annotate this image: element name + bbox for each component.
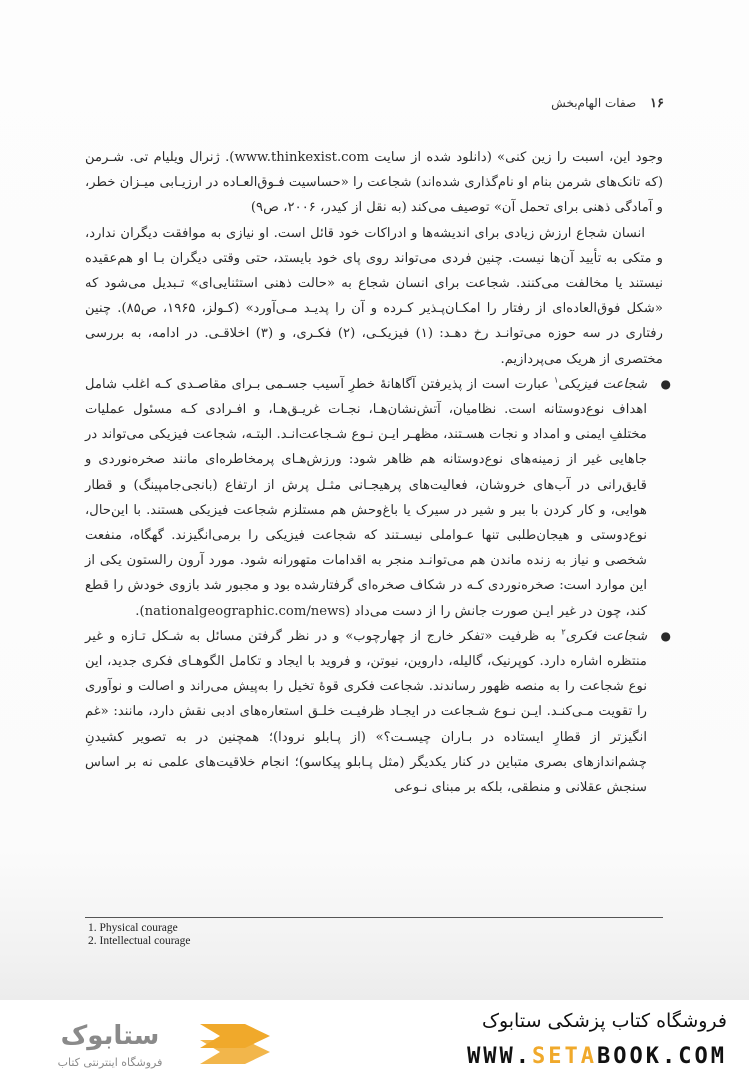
- page-number: ۱۶: [650, 96, 664, 111]
- paragraph: وجود این، اسبت را زین کنی» (دانلود شده از سایت www.thinkexist.com). ژنرال ویلیام تی. شـرمن (که تانک‌های شرمن بنام او نام‌گذاری شده‌اند) شجاعت را «حساسیت فـوق‌العـاده در ارزیـابی میـزان خطر، و آمادگی ذهنی برای تحمل آن» توصیف می‌کند (به نقل از کیدر، ۲۰۰۶، ص۹): [85, 150, 663, 216]
- footnote: 2. Intellectual courage: [88, 935, 191, 947]
- store-name: فروشگاه کتاب پزشکی ستابوک: [481, 1010, 727, 1032]
- footnote: 1. Physical courage: [88, 922, 178, 934]
- setabook-logo: [30, 1014, 300, 1074]
- term-intellectual-courage: شجاعت فکری: [565, 628, 647, 644]
- paragraph: انسان شجاع ارزش زیادی برای اندیشه‌ها و ادراکات خود قائل است. او نیازی به موافقت دیگران ندارد، و متکی به تأیید آن‌ها نیست. چنین فردی می‌تواند روی پای خود بایستد، حتی وقتی دیگران بـا او هم‌عقیده نیستند یا مخالفت می‌کنند. شجاعت برای انسان شجاع به «حالت ذهنی استثنایی‌ای» تـبدیل می‌شود که «شکل فوق‌العاده‌ای از رفتار را امکـان‌پـذیر کـرده و آن را پدیـد مـی‌آورد» (کـولز، ۱۹۶۵، ص۸۵). چنین رفتاری در سه حوزه می‌توانـد رخ دهـد: (۱) فیزیکـی، (۲) فکـری، و (۳) اخلاقـی. در ادامه، به بررسی مختصری از هریک می‌پردازیم.: [85, 225, 663, 367]
- list-item: [85, 624, 671, 800]
- running-header: [551, 96, 664, 111]
- bullet-list: [85, 372, 671, 800]
- chevron-logo-icon: [200, 1024, 270, 1064]
- url-brand: BOOK: [597, 1044, 663, 1069]
- footnote-divider: [85, 917, 663, 918]
- store-banner: [0, 1000, 749, 1079]
- footnote-ref: ۱: [553, 375, 559, 385]
- list-item: [85, 372, 671, 624]
- store-url[interactable]: [467, 1044, 727, 1069]
- url-prefix: WWW.: [467, 1044, 533, 1069]
- url-brand-accent: SETA: [532, 1044, 598, 1069]
- body-text: [85, 145, 671, 800]
- list-item-text: عبارت است از پذیرفتن آگاهانهٔ خطرِ آسیب جسـمی بـرای مقاصـدی کـه اغلب شامل اهداف نوع‌دوستانه است. نظامیان، آتش‌نشان‌هـا، نجـات غریـق‌هـا، و افـرادی کـه مسئول عملیات مختلفِ ایمنی و امداد و نجات هسـتند، مظهـر ایـن نـوع شـجاعت‌انـد. البتـه، شجاعت فیزیکی می‌تواند در جاهایی غیر از زمینه‌های نوع‌دوستانه هم ظاهر شود: ورزش‌هـای پرمخاطره‌ای مانند صخره‌نوردی و قایق‌رانی در آب‌های خروشان، فعالیت‌های پرهیجـانی مثـل پرش از ارتفاع (بانجی‌جامپینگ) و قطار هوایی، و کار کردن با ببر و شیر در سیرک یا باغ‌وحش هم مستلزم شجاعت فیزیکی هستند. با این‌حال، نوع‌دوستی و هیجان‌طلبی تنها عـواملی نیسـتند که شجاعت فیزیکی را برمی‌انگیزند. گهگاه، منفعت شخصی و نیاز به زنده ماندن هم می‌توانـد منجر به اقدامات متهورانه شود. مورد آرون رالستون یکی از این موارد است: صخره‌نوردی کـه در شکاف صخره‌ای گرفتارشده بود و مجبور شد بازوی خودش را قطع کند، چون در غیر ایـن صورت جانش را از دست می‌داد (nationalgeographic.com/news).: [85, 376, 647, 619]
- bullet-icon: ●: [660, 628, 671, 643]
- logo-text: ستابوک: [60, 1021, 160, 1051]
- bullet-icon: ●: [660, 376, 671, 391]
- footnotes: [88, 922, 191, 948]
- url-suffix: .COM: [662, 1044, 727, 1069]
- footnote-ref: ۲: [561, 627, 566, 637]
- logo-subtext: فروشگاه اینترنتی کتاب: [57, 1056, 163, 1069]
- list-item-text: به ظرفیت «تفکر خارج از چهارچوب» و در نظر گرفتن مسائل به شـکل تـازه و غیر منتظره اشاره دارد. کوپرنیک، گالیله، داروین، نیوتن، و فروید با ایجاد و تکامل الگوهـای فکری جدید، این نوع شجاعت را به منصه ظهور رساندند. شجاعت فکری قوهٔ تخیل را به‌پیش می‌راند و اصالت و نوآوری را تقویت مـی‌کنـد. ایـن نـوع شـجاعت در ایجـاد ظرفیـت خلـق استعاره‌های ادبی نقش دارد، مانند: «غم انگیزتر از قطارِ ایستاده در بـاران چیسـت؟» (از پـابلو نرودا)؛ همچنین در به تصویر کشیدنِ چشم‌اندازهای بصری متباین در کنار یکدیگر (مثل پـابلو پیکاسو)؛ انجام خلاقیت‌های علمی نه بر اساس سنجش عقلانی و منطقی، بلکه بر مبنای نـوعی: [85, 628, 647, 796]
- term-physical-courage: شجاعت فیزیکی: [558, 376, 647, 392]
- book-title: صفات الهام‌بخش: [551, 96, 637, 110]
